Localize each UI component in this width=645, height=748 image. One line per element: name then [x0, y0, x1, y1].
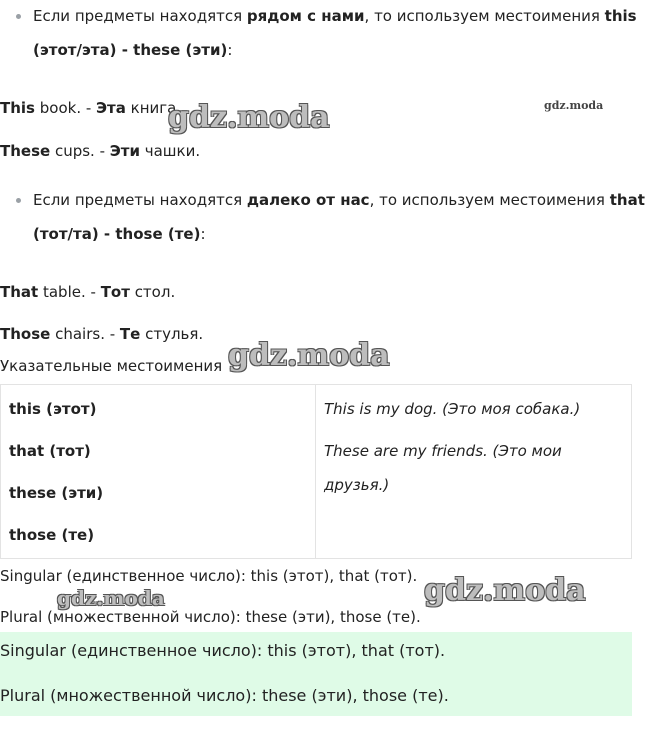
text: Если предметы находятся [33, 7, 247, 25]
table-cell-text: these (эти) [9, 484, 104, 502]
text-bold: that [609, 191, 645, 209]
watermark-logo-small: gdz.moda [544, 99, 604, 112]
highlight-singular: Singular (единственное число): this (этот), that (тот). [0, 641, 446, 660]
text-bold: Эти [109, 142, 140, 160]
text: table. - [38, 283, 101, 301]
watermark-logo: gdz.moda [424, 573, 586, 608]
text: , то используем местоимения [364, 7, 605, 25]
bullet-dot [16, 198, 21, 203]
table-cell-text: those (те) [9, 526, 95, 544]
text-bold: This [0, 99, 35, 117]
text: , то используем местоимения [369, 191, 610, 209]
text-bold: рядом с нами [246, 7, 365, 25]
text-bold: (тот/та) - those (те) [33, 225, 201, 243]
text-bold: (этот/эта) - these (эти) [33, 41, 228, 59]
table-cell-text: This is my dog. (Это моя собака.) [324, 400, 581, 418]
text: : [200, 225, 206, 243]
section2-bullet-line1 [33, 191, 645, 209]
text-bold: That [0, 283, 39, 301]
text-bold: Those [0, 325, 51, 343]
text: chairs. - [50, 325, 120, 343]
text: cups. - [50, 142, 110, 160]
watermark-logo: gdz.moda [228, 338, 390, 373]
text: стол. [129, 283, 176, 301]
text: книга. [125, 99, 182, 117]
section2-example-1 [0, 283, 175, 301]
watermark-logo: gdz.moda [168, 100, 330, 135]
table-cell-text: друзья.) [324, 476, 390, 494]
text-bold: далеко от нас [246, 191, 370, 209]
summary-singular: Singular (единственное число): this (этот), that (тот). [0, 567, 418, 585]
highlight-plural: Plural (множественной число): these (эти), those (те). [0, 686, 449, 705]
text-bold: These [0, 142, 51, 160]
table-cell-right [316, 385, 632, 559]
highlight-block [0, 632, 632, 716]
watermark-logo: gdz.moda [57, 586, 165, 610]
text-bold: Тот [100, 283, 130, 301]
summary-plural: Plural (множественной число): these (эти), those (те). [0, 608, 421, 626]
pronoun-table [0, 384, 632, 559]
table-caption: Указательные местоимения [0, 357, 223, 375]
table-cell-text: These are my friends. (Это мои [324, 442, 562, 460]
text-bold: this [604, 7, 637, 25]
section2-example-2 [0, 325, 203, 343]
section1-bullet-line1 [33, 7, 637, 25]
text: Если предметы находятся [33, 191, 247, 209]
text: book. - [34, 99, 97, 117]
table-cell-text: that (тот) [9, 442, 91, 460]
section1-example-2 [0, 142, 200, 160]
text: чашки. [139, 142, 201, 160]
table-cell-left [1, 385, 316, 559]
section2-bullet-line2 [33, 225, 206, 243]
text-bold: Эта [96, 99, 126, 117]
section1-example-1 [0, 99, 181, 117]
bullet-dot [16, 14, 21, 19]
text-bold: Те [119, 325, 141, 343]
text: : [227, 41, 233, 59]
table-cell-text: this (этот) [9, 400, 97, 418]
section1-bullet-line2 [33, 41, 232, 59]
text: стулья. [140, 325, 204, 343]
